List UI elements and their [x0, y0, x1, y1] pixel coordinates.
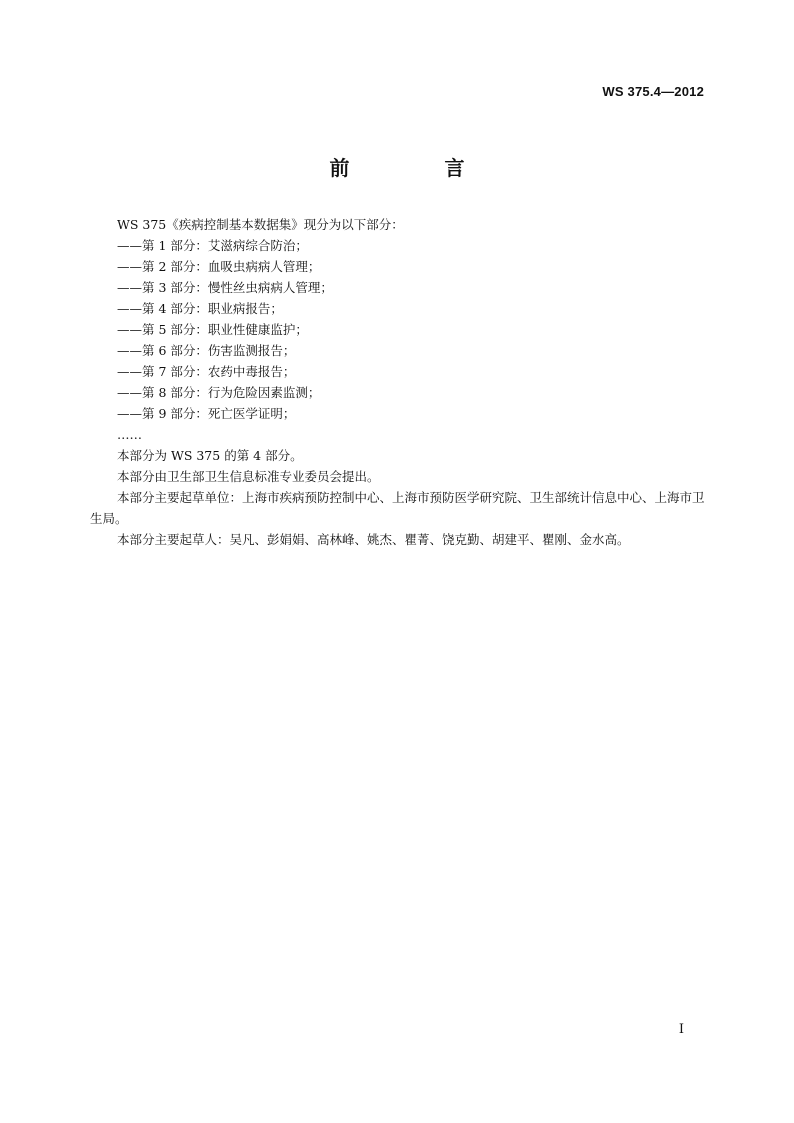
statement-part-number: 本部分为 WS 375 的第 4 部分。 — [117, 448, 303, 463]
part-item-4: ——第 4 部分：职业病报告； — [117, 301, 283, 316]
part-item-5: ——第 5 部分：职业性健康监护； — [117, 322, 308, 337]
page-title: 前 言 — [329, 156, 509, 180]
part-item-8: ——第 8 部分：行为危险因素监测； — [117, 385, 321, 400]
statement-proposer: 本部分由卫生部卫生信息标准专业委员会提出。 — [117, 469, 380, 484]
document-code: WS 375.4—2012 — [602, 84, 704, 99]
foreword-body — [90, 214, 708, 550]
part-item-3: ——第 3 部分：慢性丝虫病病人管理； — [117, 280, 333, 295]
part-item-9: ——第 9 部分：死亡医学证明； — [117, 406, 296, 421]
page-number: I — [678, 1022, 684, 1037]
intro-line: WS 375《疾病控制基本数据集》现分为以下部分： — [117, 217, 404, 232]
parts-list — [90, 235, 708, 424]
part-item-7: ——第 7 部分：农药中毒报告； — [117, 364, 296, 379]
part-item-6: ——第 6 部分：伤害监测报告； — [117, 343, 296, 358]
statement-drafting-units: 本部分主要起草单位：上海市疾病预防控制中心、上海市预防医学研究院、卫生部统计信息中心、上海市卫生局。 — [90, 490, 705, 526]
statement-drafters: 本部分主要起草人：吴凡、彭娟娟、高林峰、姚杰、瞿菁、饶克勤、胡建平、瞿刚、金水高。 — [117, 532, 630, 547]
ellipsis-line: …… — [117, 427, 142, 442]
part-item-1: ——第 1 部分：艾滋病综合防治； — [117, 238, 308, 253]
part-item-2: ——第 2 部分：血吸虫病病人管理； — [117, 259, 321, 274]
